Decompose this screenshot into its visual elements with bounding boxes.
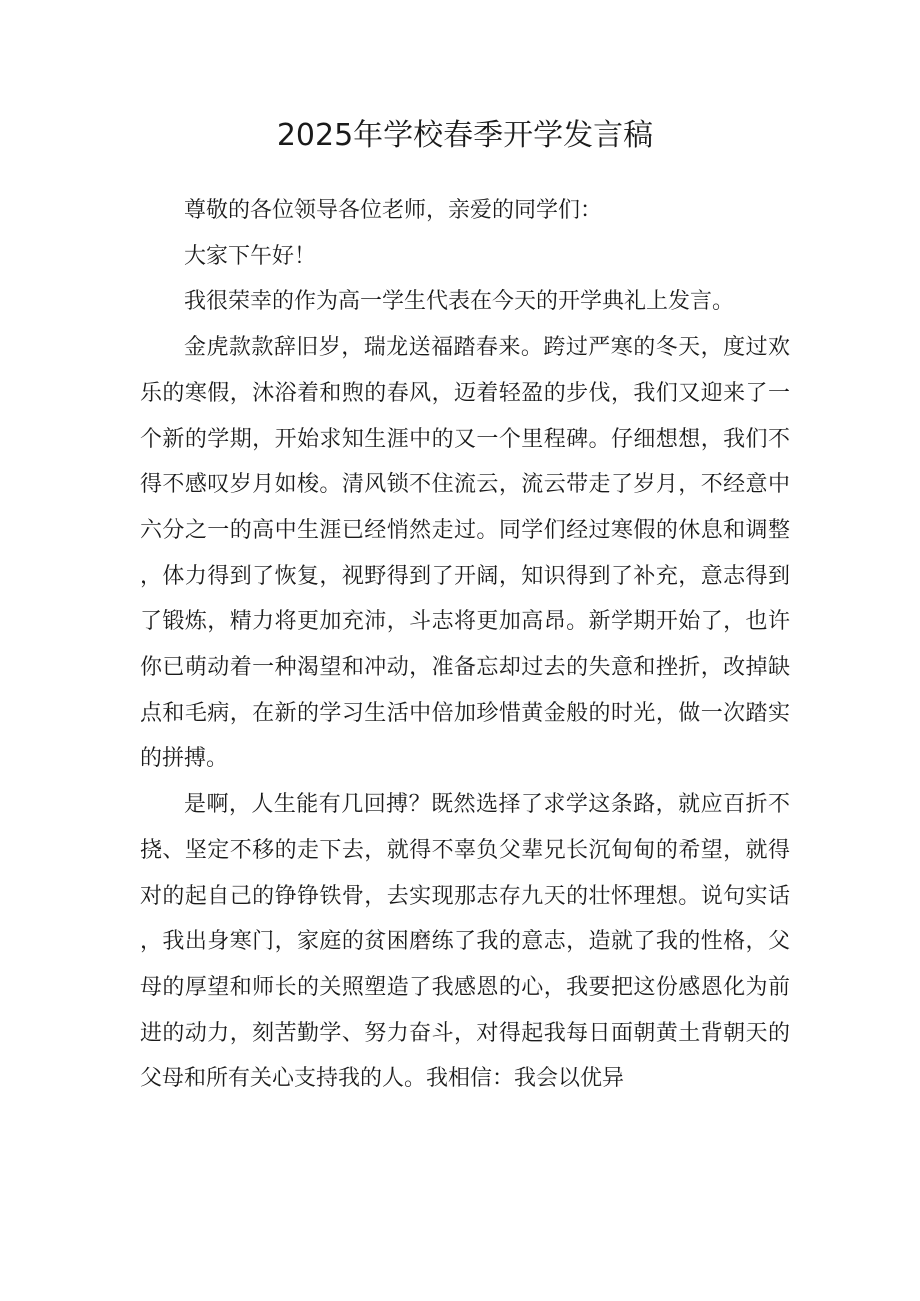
document-title: 2025年学校春季开学发言稿 [276,118,654,153]
greeting-paragraph: 尊敬的各位领导各位老师，亲爱的同学们： [184,198,603,223]
salutation-paragraph: 大家下午好！ [184,243,317,269]
intro-paragraph: 我很荣幸的作为高一学生代表在今天的开学典礼上发言。 [184,289,735,315]
body-paragraph-1: 金虎款款辞旧岁，瑞龙送福踏春来。跨过严寒的冬天，度过欢乐的寒假，沐浴着和煦的春风，迈着轻盈的步伐，我们又迎来了一个新的学期，开始求知生涯中的又一个里程碑。仔细想想，我们不得不感叹岁月如梭。清风锁不住流云，流云带走了岁月，不经意中六分之一的高中生涯已经悄然走过。同学们经过寒假的休息和调整，体力得到了恢复，视野得到了开阔，知识得到了补充，意志得到了锻炼，精力将更加充沛，斗志将更加高昂。新学期开始了，也许你已萌动着一种渴望和冲动，准备忘却过去的失意和挫折，改掉缺点和毛病，在新的学习生活中倍加珍惜黄金般的时光，做一次踏实的拼搏。 [140,335,790,772]
document-body [140,188,790,1102]
body-paragraph-2: 是啊，人生能有几回搏？既然选择了求学这条路，就应百折不挠、坚定不移的走下去，就得不辜负父辈兄长沉甸甸的希望，就得对的起自己的铮铮铁骨，去实现那志存九天的壮怀理想。说句实话，我出身寒门，家庭的贫困磨练了我的意志，造就了我的性格，父母的厚望和师长的关照塑造了我感恩的心，我要把这份感恩化为前进的动力，刻苦勤学、努力奋斗，对得起我每日面朝黄土背朝天的父母和所有关心支持我的人。我相信：我会以优异 [140,792,790,1092]
